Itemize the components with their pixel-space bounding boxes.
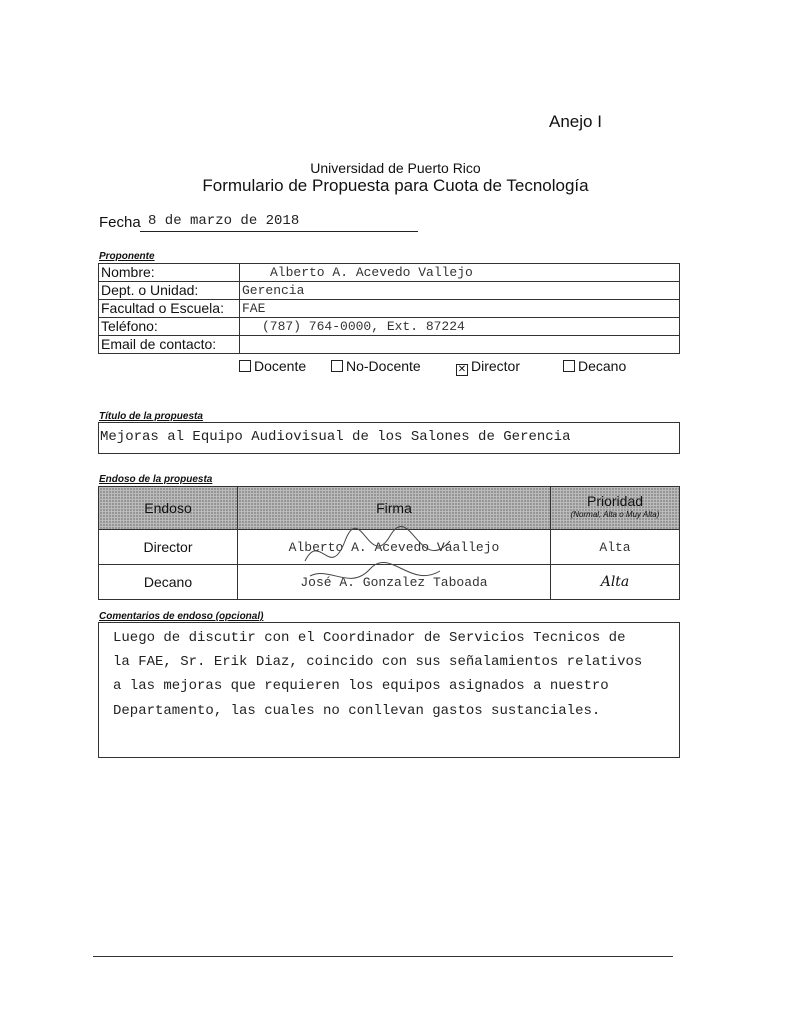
firma-value: José A. Gonzalez Taboada: [238, 565, 551, 600]
prioridad-header: [551, 487, 680, 530]
titulo-section-label: Título de la propuesta: [99, 411, 203, 422]
role-label: Docente: [254, 358, 307, 374]
proponente-row: [99, 300, 680, 318]
prioridad-value-handwritten: Alta: [551, 565, 680, 600]
role-label: No-Docente: [346, 358, 421, 374]
field-label: Teléfono:: [99, 318, 240, 336]
proponente-table: [98, 263, 680, 354]
signature-scribble: [300, 521, 460, 593]
checkbox-icon[interactable]: [239, 360, 251, 372]
role-director[interactable]: [456, 358, 520, 376]
field-label: Email de contacto:: [99, 336, 240, 354]
comentarios-section-label: Comentarios de endoso (opcional): [99, 611, 264, 622]
field-label: Facultad o Escuela:: [99, 300, 240, 318]
titulo-value: Mejoras al Equipo Audiovisual de los Salones de Gerencia: [100, 429, 571, 445]
footer-rule: [93, 956, 673, 957]
field-label: Nombre:: [99, 264, 240, 282]
proponente-row: [99, 336, 680, 354]
proponente-row: [99, 282, 680, 300]
role-label: Decano: [578, 358, 627, 374]
telefono-value: (787) 764-0000, Ext. 87224: [240, 318, 680, 336]
endoso-role: Director: [99, 530, 238, 565]
dept-value: Gerencia: [240, 282, 680, 300]
role-decano[interactable]: [563, 358, 626, 374]
comentario-line: a las mejoras que requieren los equipos asignados a nuestro: [113, 678, 609, 694]
facultad-value: FAE: [240, 300, 680, 318]
endoso-header: Endoso: [99, 487, 238, 530]
prioridad-value: Alta: [551, 530, 680, 565]
fecha-label: Fecha: [99, 214, 141, 231]
proponente-row: [99, 264, 680, 282]
comentario-line: Luego de discutir con el Coordinador de Servicios Tecnicos de: [113, 630, 626, 646]
field-label: Dept. o Unidad:: [99, 282, 240, 300]
comentario-line: la FAE, Sr. Erik Diaz, coincido con sus señalamientos relativos: [113, 654, 643, 670]
role-docente[interactable]: [239, 358, 306, 374]
university-name: Universidad de Puerto Rico: [310, 160, 481, 176]
email-value: [240, 336, 680, 354]
role-no-docente[interactable]: [331, 358, 421, 374]
endoso-role: Decano: [99, 565, 238, 600]
nombre-value: Alberto A. Acevedo Vallejo: [240, 264, 680, 282]
firma-header: Firma: [238, 487, 551, 530]
annex-label: Anejo I: [549, 112, 602, 131]
firma-value: Alberto A. Acevedo Vaallejo: [238, 530, 551, 565]
fecha-value: 8 de marzo de 2018: [148, 213, 300, 229]
prioridad-header-sub: (Normal, Alta o Muy Alta): [570, 510, 660, 519]
form-title: Formulario de Propuesta para Cuota de Tecnología: [202, 176, 589, 195]
fecha-underline: [140, 231, 418, 232]
checkbox-icon[interactable]: [563, 360, 575, 372]
comentario-line: Departamento, las cuales no conllevan gastos sustanciales.: [113, 703, 601, 719]
endoso-section-label: Endoso de la propuesta: [99, 474, 213, 485]
role-label: Director: [471, 358, 521, 374]
checkbox-checked-icon[interactable]: ✕: [457, 364, 467, 375]
proponente-section-label: Proponente: [99, 251, 155, 262]
checkbox-icon[interactable]: [331, 360, 343, 372]
prioridad-header-label: Prioridad: [586, 493, 644, 509]
proponente-row: [99, 318, 680, 336]
